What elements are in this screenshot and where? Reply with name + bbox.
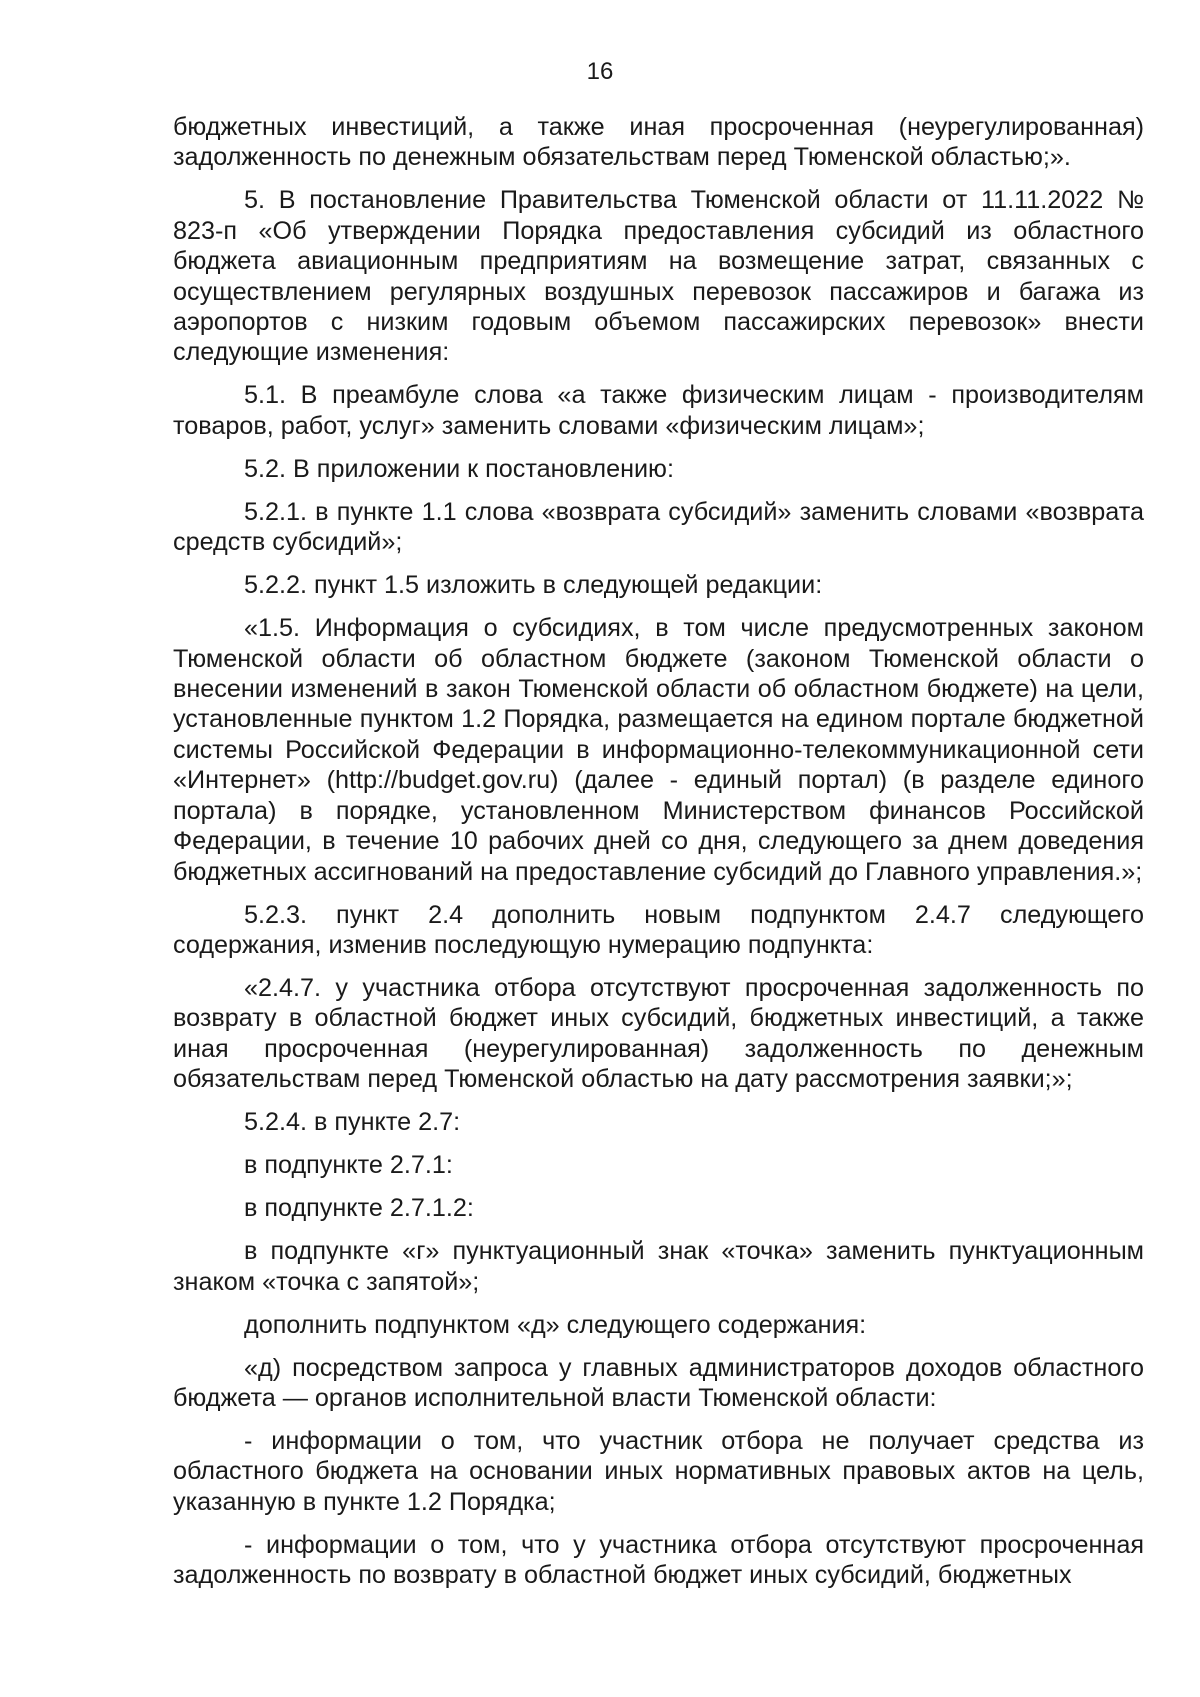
paragraph-quote-d: «д) посредством запроса у главных администраторов доходов областного бюджета — органов исполнительной власти Тюменской области: (173, 1353, 1144, 1412)
paragraph-item-5: 5. В постановление Правительства Тюменской области от 11.11.2022 № 823-п «Об утверждении Порядка предоставления субсидий из областного бюджета авиационным предприятиям на возмещение затрат, связанных с осуществлением регулярных воздушных перевозок пассажиров и багажа из аэропортов с низким годовым объемом пассажирских перевозок» внести следующие изменения: (173, 186, 1144, 367)
paragraph-item-5-1: 5.1. В преамбуле слова «а также физическим лицам - производителям товаров, работ, услуг» заменить словами «физическим лицам»; (173, 381, 1144, 440)
paragraph-item-5-2-4: 5.2.4. в пункте 2.7: (244, 1108, 461, 1137)
paragraph-item-5-2-1: 5.2.1. в пункте 1.1 слова «возврата субсидий» заменить словами «возврата средств субсидий»; (173, 497, 1144, 557)
paragraph-subitem-g: в подпункте «г» пунктуационный знак «точка» заменить пунктуационным знаком «точка с запятой»; (173, 1237, 1144, 1296)
paragraph-continuation: бюджетных инвестиций, а также иная просроченная (неурегулированная) задолженность по денежным обязательствам перед Тюменской областью;». (173, 113, 1144, 172)
paragraph-quote-1-5: «1.5. Информация о субсидиях, в том числе предусмотренных законом Тюменской области об областном бюджете (законом Тюменской области о внесении изменений в закон Тюменской области об областном бюджете) на цели, установленные пунктом 1.2 Порядка, размещается на едином портале бюджетной системы Российской Федерации в информационно-телекоммуникационной сети «Интернет» (http://budget.gov.ru) (далее - единый портал) (в разделе единого портала) в порядке, установленном Министерством финансов Российской Федерации, в течение 10 рабочих дней со дня, следующего за днем доведения бюджетных ассигнований на предоставление субсидий до Главного управления.»; (173, 614, 1144, 886)
page-number: 16 (586, 58, 614, 85)
paragraph-dash-item-1: - информации о том, что участник отбора не получает средства из областного бюджета на основании иных нормативных правовых актов на цель, указанную в пункте 1.2 Порядка; (173, 1426, 1144, 1516)
paragraph-subitem-2-7-1: в подпункте 2.7.1: (244, 1151, 453, 1180)
paragraph-add-subitem-d: дополнить подпунктом «д» следующего содержания: (244, 1310, 867, 1339)
paragraph-item-5-2: 5.2. В приложении к постановлению: (244, 454, 674, 483)
paragraph-quote-2-4-7: «2.4.7. у участника отбора отсутствуют просроченная задолженность по возврату в областной бюджет иных субсидий, бюджетных инвестиций, а также иная просроченная (неурегулированная) задолженность по денежным обязательствам перед Тюменской областью на дату рассмотрения заявки;»; (173, 973, 1144, 1094)
paragraph-item-5-2-3: 5.2.3. пункт 2.4 дополнить новым подпунктом 2.4.7 следующего содержания, изменив последующую нумерацию подпункта: (173, 900, 1144, 959)
document-body (173, 112, 1144, 1591)
paragraph-item-5-2-2: 5.2.2. пункт 1.5 изложить в следующей редакции: (244, 571, 823, 600)
paragraph-subitem-2-7-1-2: в подпункте 2.7.1.2: (244, 1194, 474, 1223)
paragraph-dash-item-2: - информации о том, что у участника отбора отсутствуют просроченная задолженность по возврату в областной бюджет иных субсидий, бюджетных (173, 1530, 1144, 1590)
